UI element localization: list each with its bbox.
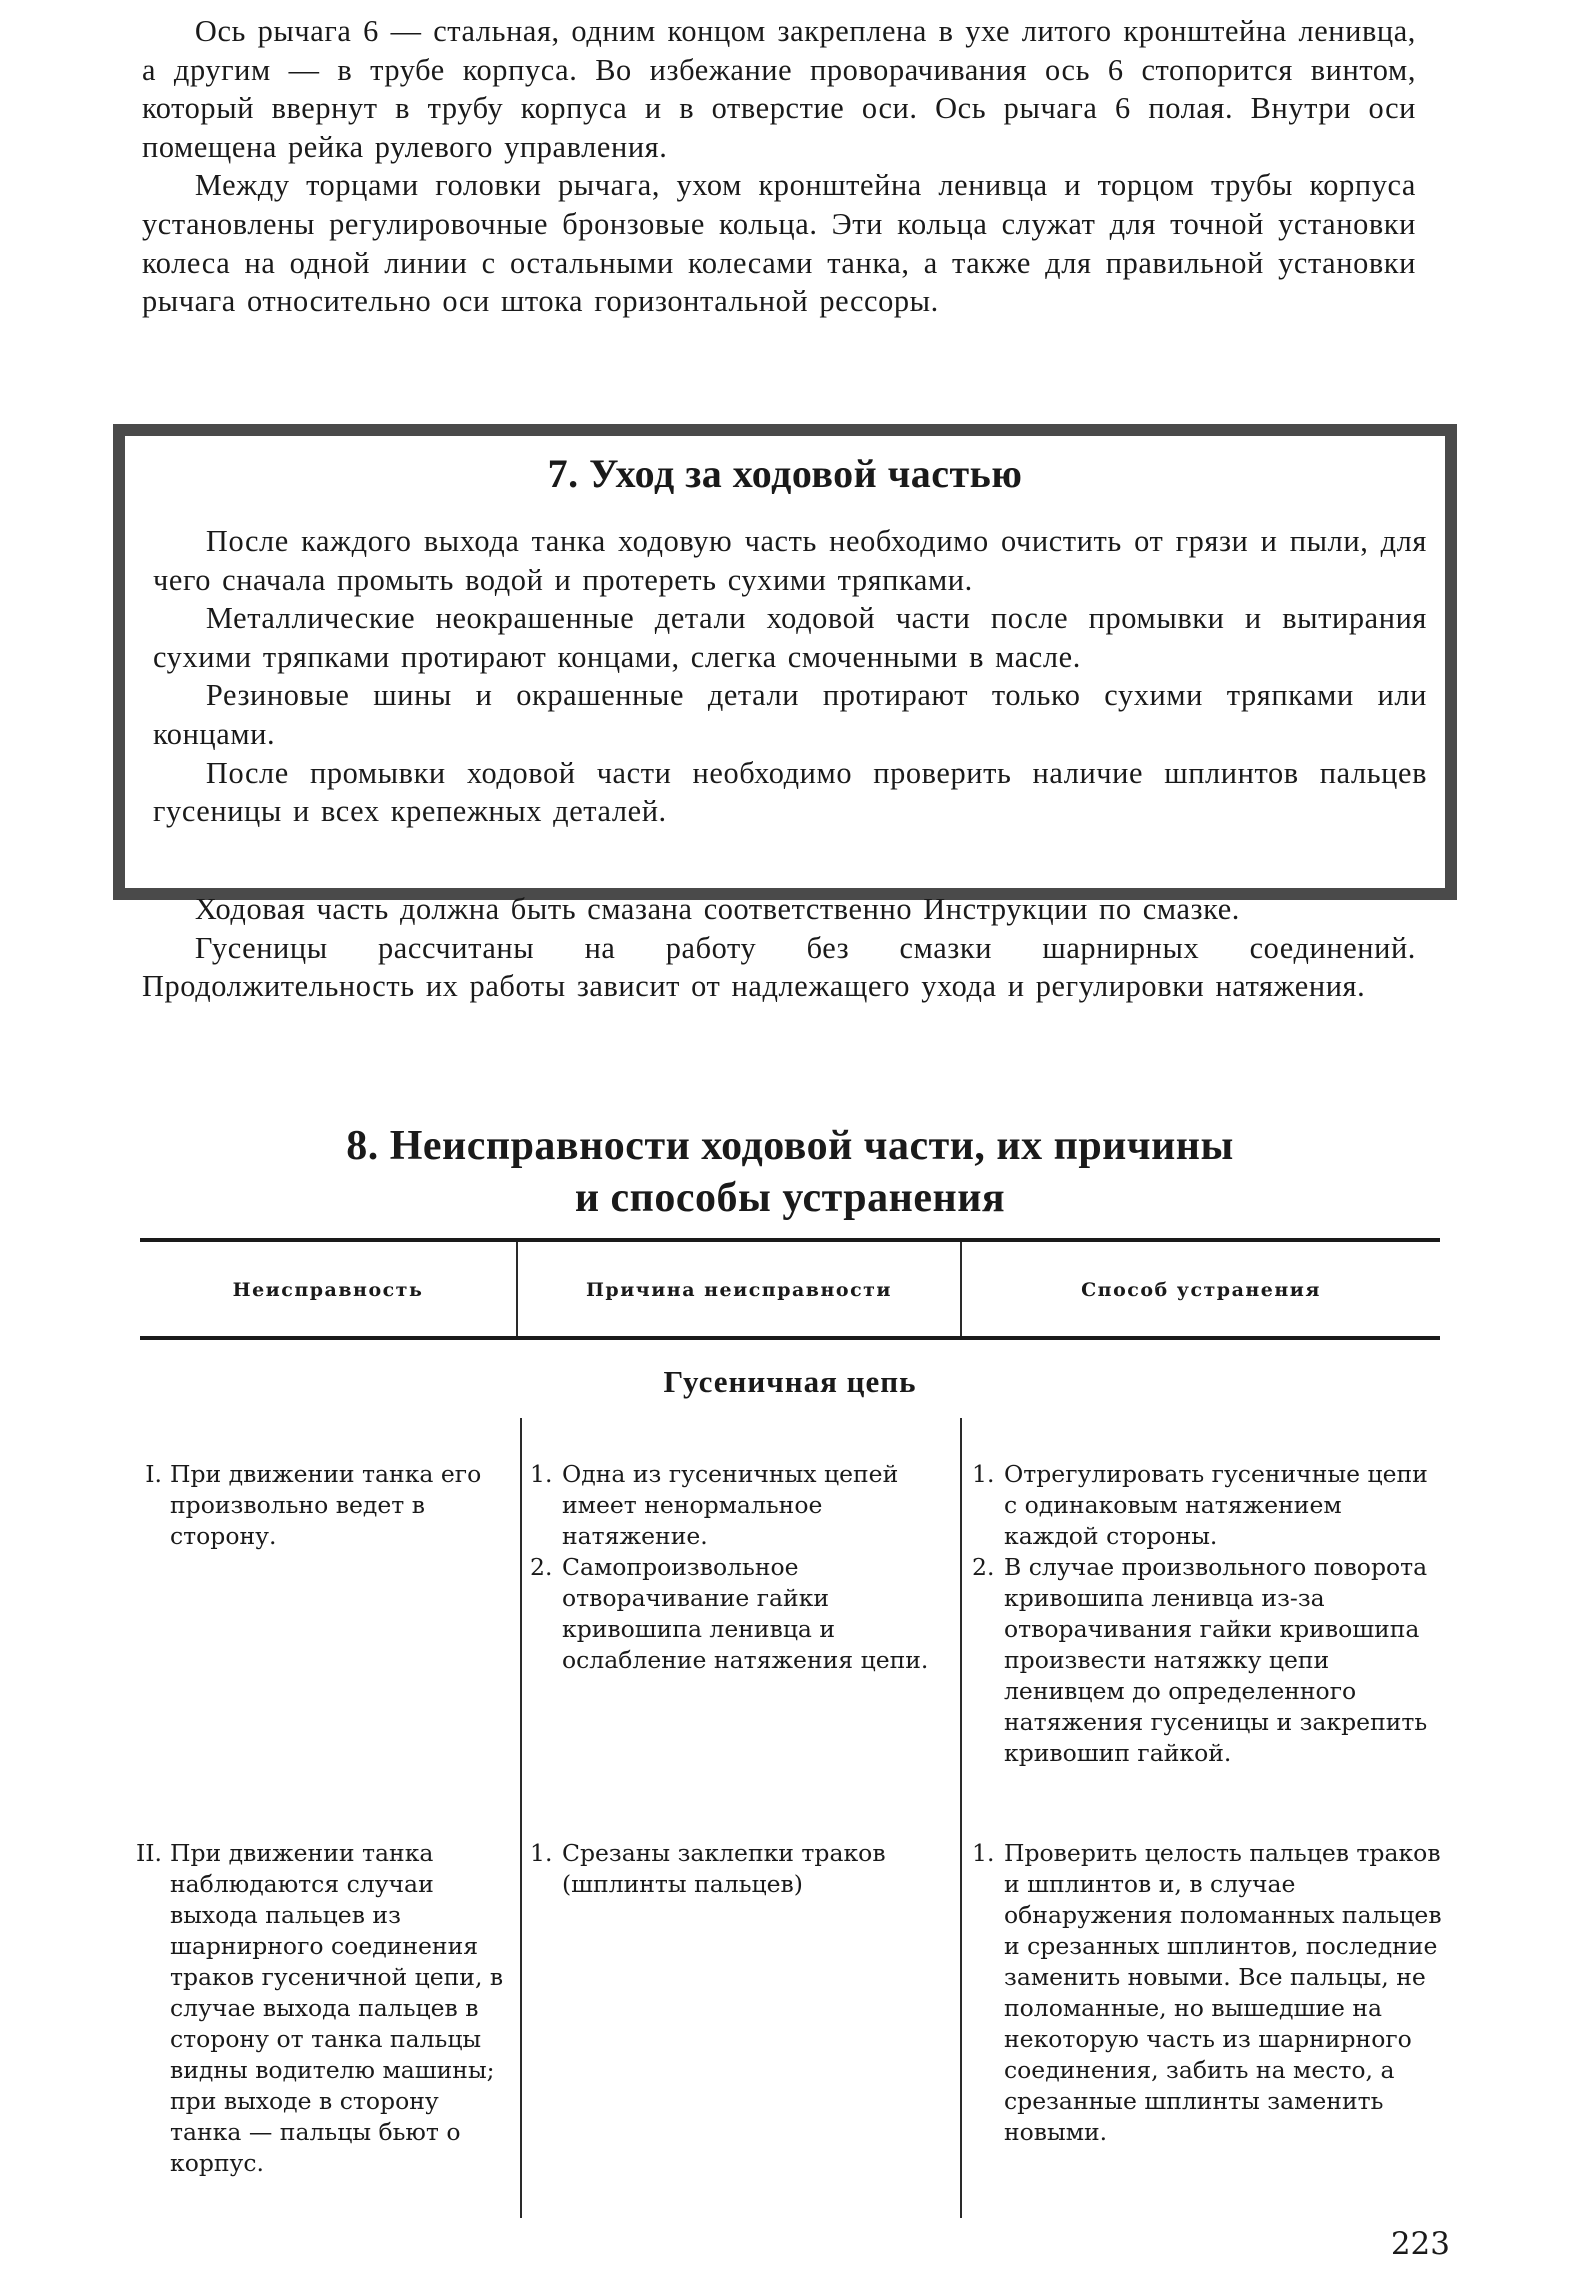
paragraph: Металлические неокрашенные детали ходовой части после промывки и вытирания сухими тряпками протирают концами, слегка смоченными в масле.	[153, 600, 1427, 674]
section-8-heading-line1: 8. Неисправности ходовой части, их причины	[346, 1123, 1234, 1169]
column-divider	[520, 1418, 522, 2218]
column-divider	[960, 1418, 962, 2218]
section-7-continued	[142, 890, 1416, 1006]
table-cell-fault	[110, 1459, 510, 1552]
table-group-heading: Гусеничная цепь	[663, 1364, 917, 1399]
page-number: 223	[1390, 2226, 1450, 2262]
list-number: 2.	[530, 1553, 553, 1581]
remedy-text: Проверить целость пальцев траков и шплинтов и, в случае обнаружения поломанных пальцев и срезанных шплинтов, последние заменить новыми. Все пальцы, не поломанные, но вышедшие на некоторую часть из шарнирного соединения, забить на место, а срезанные шплинты заменить новыми.	[1004, 1839, 1442, 2146]
fault-text: При движении танка его произвольно ведет в сторону.	[170, 1460, 482, 1550]
paragraph: Резиновые шины и окрашенные детали протирают только сухими тряпками или концами.	[153, 677, 1427, 751]
column-header-remedy: Способ устранения	[1081, 1279, 1321, 1301]
paragraph: Гусеницы рассчитаны на работу без смазки шарнирных соединений. Продолжительность их работы зависит от надлежащего ухода и регулировки натяжения.	[142, 929, 1416, 1004]
paragraph: Ходовая часть должна быть смазана соответственно Инструкции по смазке.	[194, 891, 1240, 926]
table-top-rule	[140, 1238, 1440, 1242]
fault-text: При движении танка наблюдаются случаи выхода пальцев из шарнирного соединения траков гусеничной цепи, в случае выхода пальцев в сторону от танка пальцы видны водителю машины; при выходе в сторону танка — пальцы бьют о корпус.	[170, 1839, 504, 2177]
table-cell-fault	[110, 1838, 510, 2179]
paragraph: Ось рычага 6 — стальная, одним концом закреплена в ухе литого кронштейна ленивца, а другим — в трубе корпуса. Во избежание проворачивания ось 6 стопорится винтом, который ввернут в трубу корпуса и в отверстие оси. Ось рычага 6 полая. Внутри оси помещена рейка рулевого управления.	[142, 13, 1416, 164]
intro-text	[142, 12, 1416, 321]
table-cell-remedy	[972, 1838, 1442, 2148]
list-number: 1.	[972, 1460, 995, 1488]
paragraph: Между торцами головки рычага, ухом кронштейна ленивца и торцом трубы корпуса установлены регулировочные бронзовые кольца. Эти кольца служат для точной установки колеса на одной линии с остальными колесами танка, а также для правильной установки рычага относительно оси штока горизонтальной рессоры.	[142, 167, 1416, 319]
highlighted-section-7	[113, 424, 1457, 900]
fault-number: I.	[145, 1460, 162, 1488]
list-number: 1.	[530, 1460, 553, 1488]
column-header-cause: Причина неисправности	[585, 1279, 893, 1301]
cause-text: Срезаны заклепки траков (шплинты пальцев)	[562, 1839, 886, 1898]
table-header-rule	[140, 1336, 1440, 1340]
fault-number: II.	[135, 1839, 162, 1867]
table-cell-cause	[530, 1459, 960, 1676]
section-8-heading	[140, 1120, 1440, 1224]
table-cell-cause	[530, 1838, 960, 1900]
list-number: 2.	[972, 1553, 995, 1581]
cause-text: Одна из гусеничных цепей имеет ненормальное натяжение.	[562, 1460, 899, 1550]
section-8-heading-line2: и способы устранения	[574, 1175, 1006, 1221]
list-number: 1.	[530, 1839, 553, 1867]
section-7-body	[153, 522, 1427, 831]
section-7-heading: 7. Уход за ходовой частью	[547, 451, 1023, 496]
table-cell-remedy	[972, 1459, 1442, 1769]
paragraph: После промывки ходовой части необходимо проверить наличие шплинтов пальцев гусеницы и всех крепежных деталей.	[153, 754, 1427, 829]
remedy-text: Отрегулировать гусеничные цепи с одинаковым натяжением каждой стороны.	[1004, 1460, 1428, 1550]
paragraph: После каждого выхода танка ходовую часть необходимо очистить от грязи и пыли, для чего сначала промыть водой и протереть сухими тряпками.	[153, 523, 1427, 597]
list-number: 1.	[972, 1839, 995, 1867]
cause-text: Самопроизвольное отворачивание гайки кривошипа ленивца и ослабление натяжения цепи.	[562, 1553, 929, 1674]
remedy-text: В случае произвольного поворота кривошипа ленивца из-за отворачивания гайки кривошипа произвести натяжку цепи ленивцем до определенного натяжения гусеницы и закрепить кривошип гайкой.	[1004, 1553, 1428, 1767]
column-header-fault: Неисправность	[232, 1279, 424, 1301]
